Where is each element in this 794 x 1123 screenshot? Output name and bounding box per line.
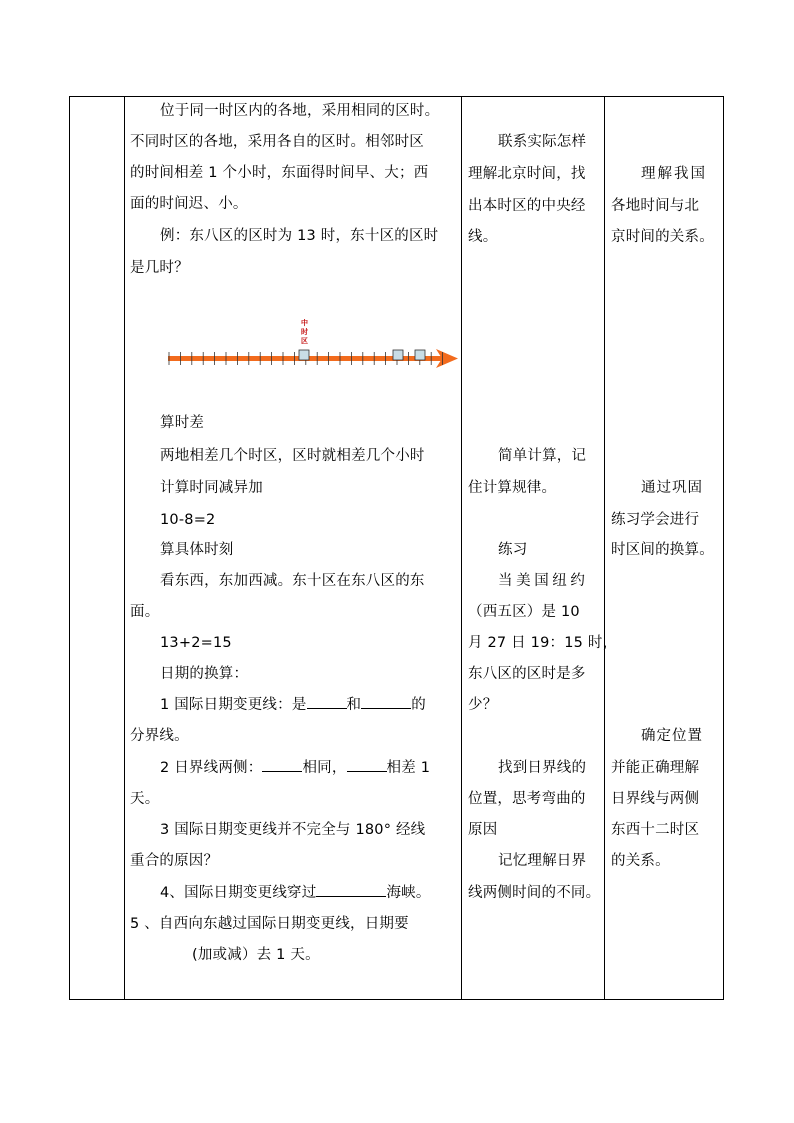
text-line: 理解我国 — [641, 166, 707, 182]
student-activity-cell — [468, 97, 618, 999]
text-line: 线两侧时间的不同。 — [468, 885, 601, 901]
text-line: 住计算规律。 — [468, 480, 557, 496]
text-line: 通过巩固 — [641, 480, 703, 496]
text-line: 时区间的换算。 — [611, 542, 714, 558]
text-line: 练习学会进行 — [611, 512, 700, 528]
text-line: 原因 — [468, 822, 498, 838]
text-line: 当美国纽约 — [498, 573, 589, 589]
fill-blank — [262, 756, 302, 772]
heading-time-diff: 算时差 — [160, 415, 205, 431]
heading-date-conversion: 日期的换算： — [160, 666, 249, 682]
text-line: 线。 — [468, 229, 498, 245]
text-line: 是几时？ — [130, 260, 189, 276]
central-zone-label-3: 区 — [301, 337, 308, 345]
column-divider — [124, 97, 125, 999]
question-1: 1 国际日期变更线：是 和 的 — [130, 690, 460, 721]
central-zone-label-2: 时 — [301, 328, 308, 336]
text-line: 少？ — [468, 697, 498, 713]
exercise-label: 练习 — [498, 542, 528, 558]
column-divider — [461, 97, 462, 999]
fill-blank — [361, 693, 411, 709]
text-line: (加或减）去 1 天。 — [192, 947, 320, 963]
column-divider — [604, 97, 605, 999]
text-line: 例：东八区的区时为 13 时，东十区的区时 — [160, 228, 439, 244]
text-line: 计算时同减异加 — [160, 480, 263, 496]
text-line: 月 27 日 19：15 时， — [468, 635, 618, 651]
text-line: 东八区的区时是多 — [468, 666, 586, 682]
central-zone-label-1: 中 — [301, 319, 308, 327]
question-3: 3 国际日期变更线并不完全与 180° 经线 — [160, 822, 426, 838]
text-line: 并能正确理解 — [611, 760, 700, 776]
question-4: 4、国际日期变更线穿过 海峡。 — [130, 878, 460, 909]
text-line: 分界线。 — [130, 728, 189, 744]
equation: 13+2=15 — [160, 635, 232, 651]
question-2: 2 日界线两侧： 相同， 相差 1 — [130, 753, 460, 784]
text-line: 面的时间迟、小。 — [130, 196, 248, 212]
fill-blank — [307, 693, 347, 709]
text-line: 理解北京时间，找 — [468, 166, 586, 182]
fill-blank — [316, 881, 386, 897]
equation: 10-8=2 — [160, 512, 216, 528]
text-line: 简单计算，记 — [498, 448, 587, 464]
timeline-marker — [415, 350, 425, 360]
text-line: 位置，思考弯曲的 — [468, 791, 586, 807]
text-line: 重合的原因？ — [130, 853, 219, 869]
timeline-marker — [299, 350, 309, 360]
text-line: 记忆理解日界 — [498, 853, 587, 869]
text-line: 各地时间与北 — [611, 198, 700, 214]
timeline-marker — [393, 350, 403, 360]
text-line: 面。 — [130, 604, 160, 620]
text-line: 日界线与两侧 — [611, 791, 700, 807]
text-line: 东西十二时区 — [611, 822, 700, 838]
fill-blank — [347, 756, 387, 772]
text-line: 的时间相差 1 个小时，东面得时间早、大；西 — [130, 165, 429, 181]
heading-specific-time: 算具体时刻 — [160, 542, 234, 558]
question-5: 5 、自西向东越过国际日期变更线，日期要 — [130, 916, 409, 932]
text-line: 京时间的关系。 — [611, 229, 714, 245]
text-line: 联系实际怎样 — [498, 134, 587, 150]
text-line: 位于同一时区内的各地，采用相同的区时。 — [160, 103, 440, 119]
teaching-content-cell — [130, 97, 460, 999]
text-line: 两地相差几个时区，区时就相差几个小时 — [160, 448, 425, 464]
design-intent-cell — [611, 97, 723, 999]
text-line: 看东西，东加西减。东十区在东八区的东 — [160, 573, 425, 589]
text-line: 确定位置 — [641, 728, 703, 744]
text-line: 出本时区的中央经 — [468, 198, 586, 214]
text-line: （西五区）是 10 — [468, 604, 580, 620]
text-line: 的关系。 — [611, 853, 670, 869]
text-line: 不同时区的各地，采用各自的区时。相邻时区 — [130, 134, 424, 150]
lesson-table — [69, 96, 724, 1000]
time-zone-timeline — [168, 319, 468, 379]
text-line: 天。 — [130, 791, 160, 807]
text-line: 找到日界线的 — [498, 760, 587, 776]
